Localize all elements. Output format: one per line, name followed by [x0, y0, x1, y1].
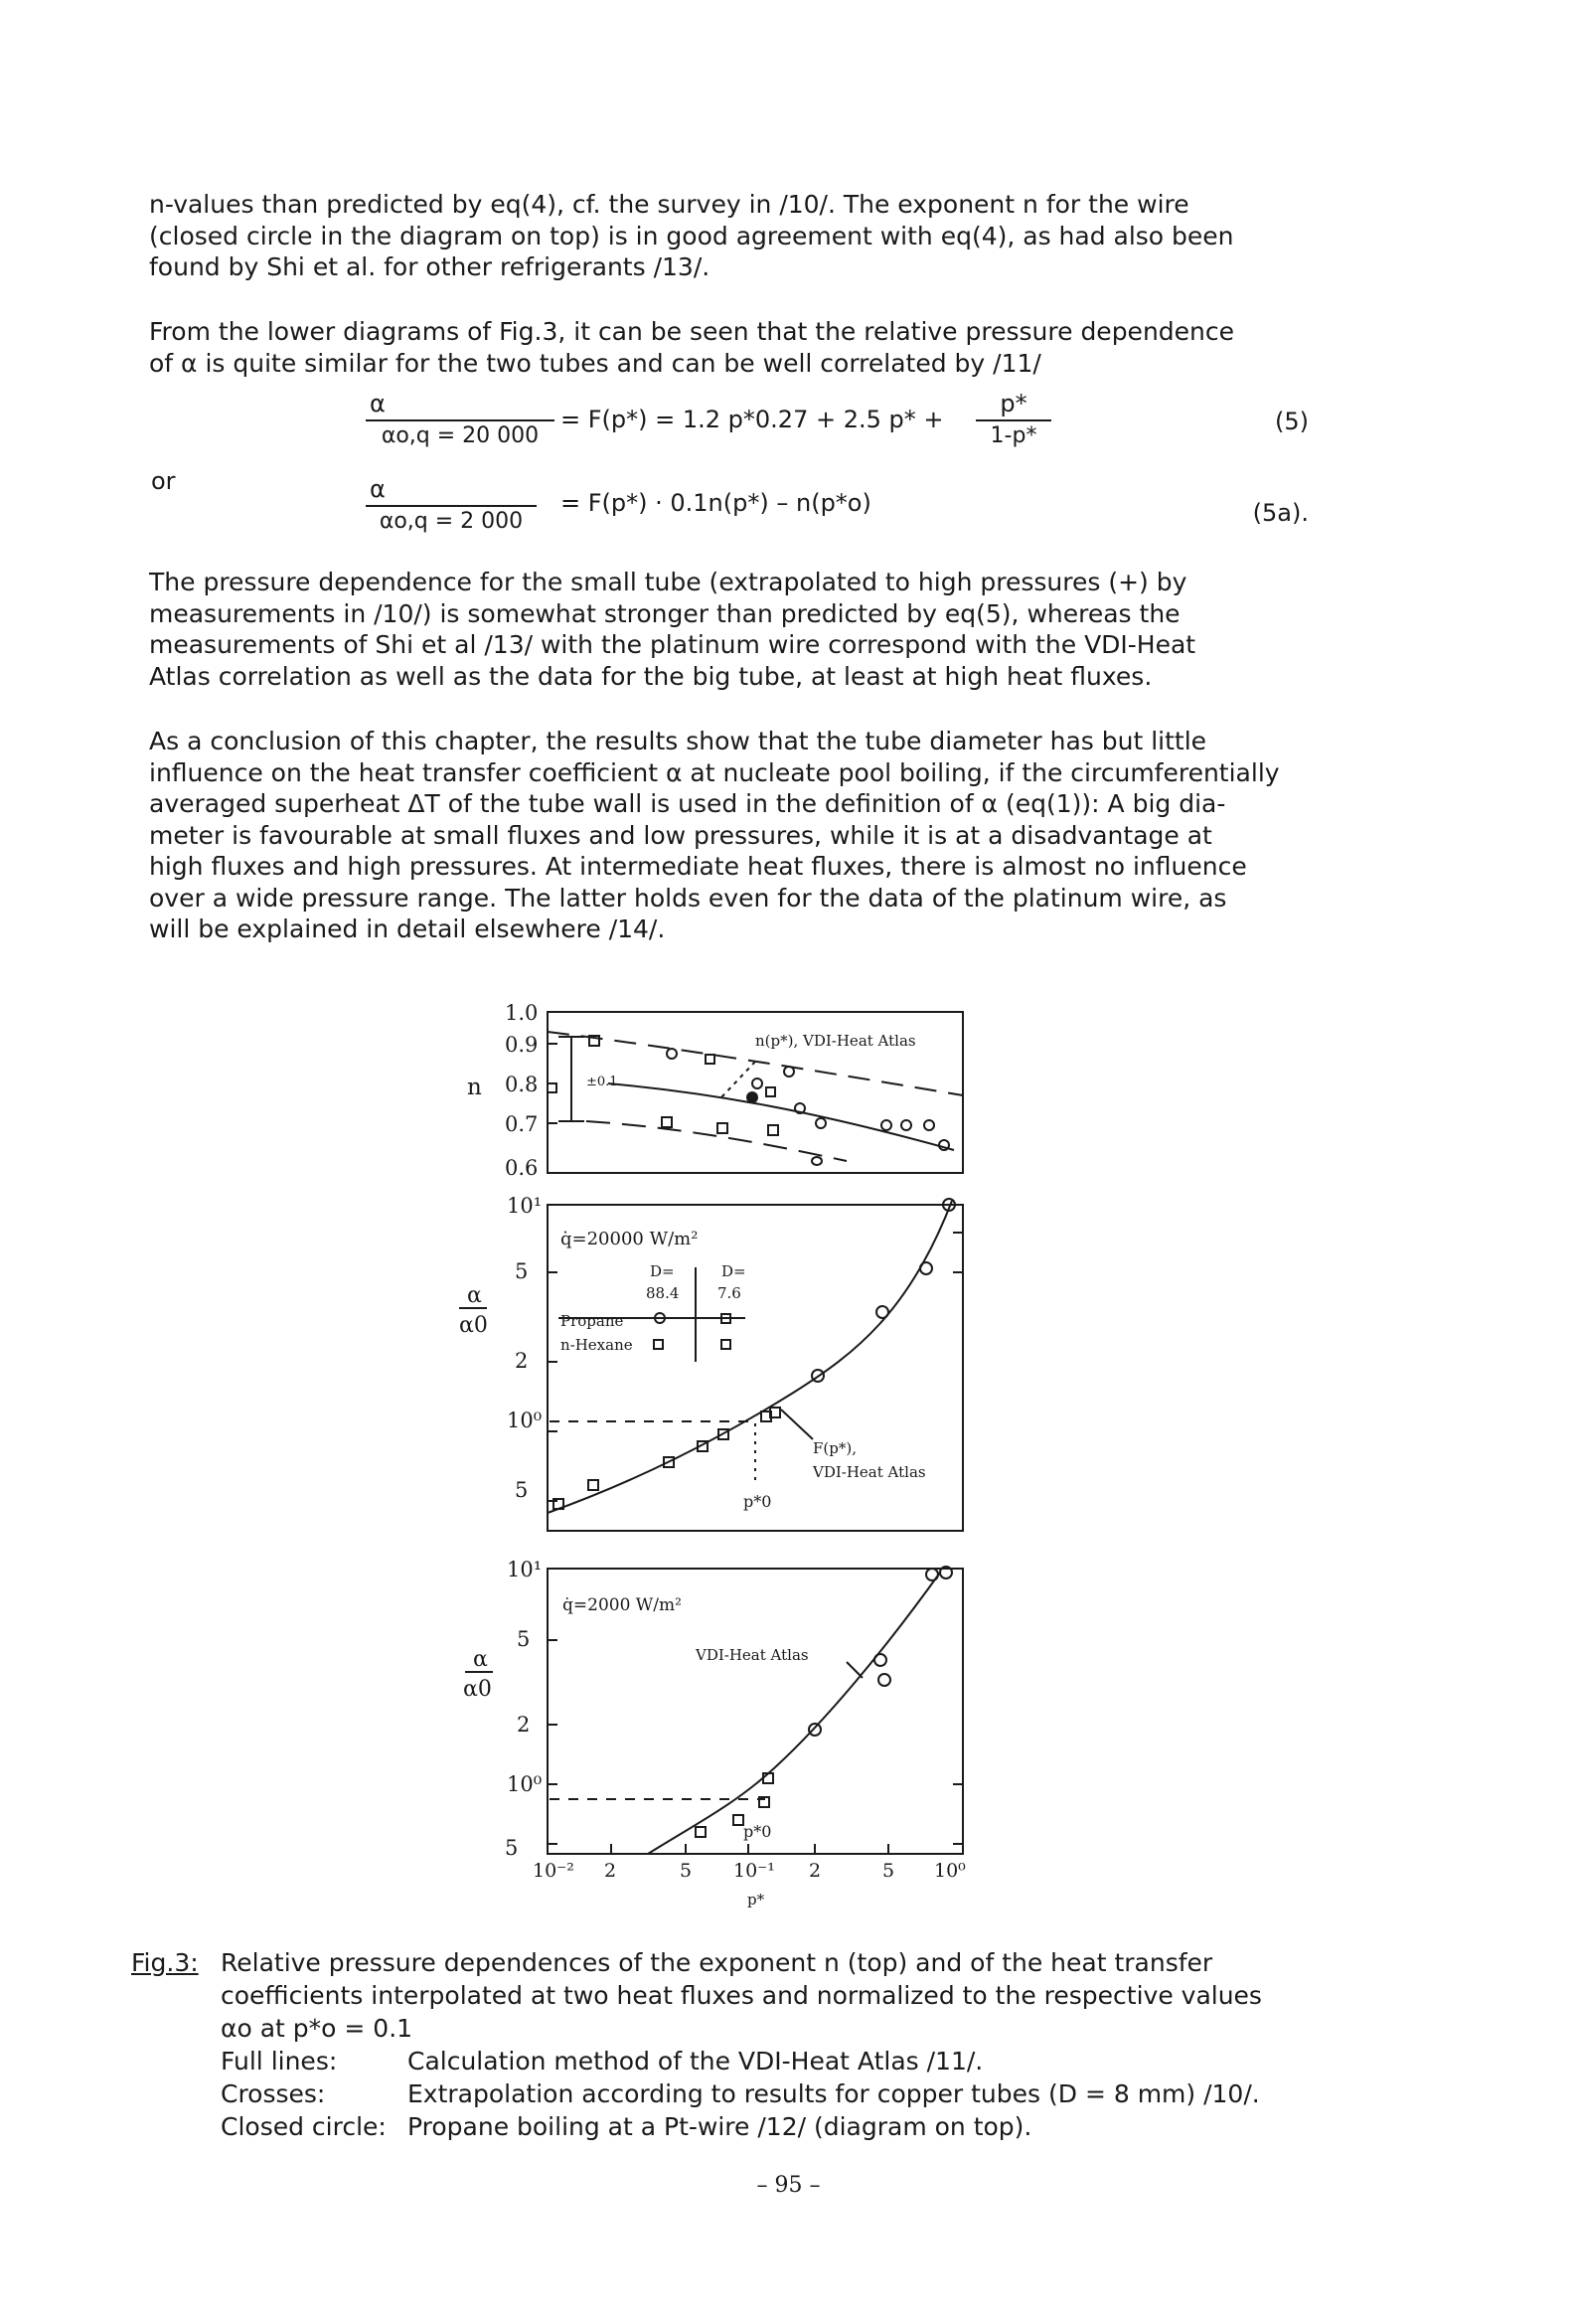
bottom-panel-frame: [548, 1569, 963, 1854]
bottom-p0-label: p*0: [743, 1822, 772, 1841]
top-panel-frame: [548, 1012, 963, 1173]
bottom-panel: [548, 1569, 963, 1854]
eq5-rhs-numerator: p*: [976, 390, 1051, 421]
bottom-ytick: 10⁰: [507, 1772, 543, 1796]
eq5-rhs: = F(p*) = 1.2 p*0.27 + 2.5 p* +: [560, 406, 944, 433]
legend-row-hexane: n-Hexane: [560, 1336, 633, 1354]
text-line: will be explained in detail elsewhere /14/.: [149, 914, 666, 943]
x-tick-label: 10⁻²: [533, 1860, 574, 1882]
caption-row: [131, 2045, 1324, 2077]
eq5a-lhs-denominator: αo,q = 2 000: [379, 509, 524, 534]
bottom-flux-label: q̇=2000 W/m²: [562, 1595, 682, 1615]
legend-header-d1: D=: [650, 1262, 675, 1280]
x-tick-label: 10⁻¹: [733, 1860, 775, 1882]
caption-text: Extrapolation according to results for copper tubes (D = 8 mm) /10/.: [407, 2079, 1260, 2108]
text-line: n-values than predicted by eq(4), cf. the survey in /10/. The exponent n for the wire: [149, 190, 1189, 219]
eq5a-lhs-fraction: [366, 475, 537, 534]
text-line: over a wide pressure range. The latter holds even for the data of the platinum wire, as: [149, 883, 1227, 913]
correlation-paragraph: [149, 316, 1310, 379]
caption-key: Full lines:: [221, 2047, 338, 2075]
x-tick-label: 5: [680, 1860, 693, 1882]
text-line: measurements of Shi et al /13/ with the platinum wire correspond with the VDI-Heat: [149, 630, 1196, 659]
bottom-panel-text: [463, 1558, 966, 1909]
middle-p0-label: p*0: [743, 1492, 772, 1511]
caption-text: Calculation method of the VDI-Heat Atlas /11/.: [407, 2047, 984, 2075]
middle-curve-label-1: F(p*),: [813, 1439, 857, 1457]
eq5a-rhs: = F(p*) · 0.1n(p*) – n(p*o): [560, 489, 871, 517]
text-line: of α is quite similar for the two tubes and can be well correlated by /11/: [149, 348, 1041, 378]
eq5-lhs-numerator: α: [366, 390, 554, 421]
middle-curve-label-2: VDI-Heat Atlas: [813, 1463, 926, 1481]
intro-paragraph: [149, 189, 1310, 283]
caption-text: Propane boiling at a Pt-wire /12/ (diagram on top).: [407, 2112, 1032, 2141]
legend-row-propane: Propane: [560, 1312, 624, 1330]
bottom-ytick: 10¹: [507, 1558, 543, 1581]
x-tick-label: 2: [809, 1860, 822, 1882]
text-line: Atlas correlation as well as the data for the big tube, at least at high heat fluxes.: [149, 661, 1153, 691]
conclusion-paragraph: [149, 726, 1310, 945]
text-line: averaged superheat ΔT of the tube wall is used in the definition of α (eq(1)): A big dia-: [149, 789, 1226, 818]
figure-label: Fig.3:: [131, 1948, 199, 1977]
bottom-ylabel-den: α0: [463, 1677, 492, 1702]
eq5-number: (5): [1275, 408, 1309, 435]
middle-panel: [548, 1201, 963, 1531]
text-line: measurements in /10/) is somewhat stronger than predicted by eq(5), whereas the: [149, 598, 1181, 628]
pressure-paragraph: [149, 567, 1310, 692]
middle-ylabel-den: α0: [459, 1313, 488, 1338]
bottom-curve-label: VDI-Heat Atlas: [696, 1646, 809, 1664]
top-curve-label: n(p*), VDI-Heat Atlas: [755, 1032, 916, 1050]
legend-d2: 7.6: [717, 1284, 741, 1302]
x-tick-label: 5: [882, 1860, 895, 1882]
top-ytick: 0.9: [505, 1033, 539, 1057]
top-panel-text: [467, 1001, 916, 1180]
text-line: meter is favourable at small fluxes and low pressures, while it is at a disadvantage at: [149, 820, 1212, 850]
page-number: – 95 –: [756, 2173, 821, 2198]
caption-key: Crosses:: [221, 2079, 326, 2108]
top-ytick: 0.6: [505, 1156, 539, 1180]
eq5-lhs-fraction: [366, 390, 554, 448]
eq5-lhs-denominator: αo,q = 20 000: [381, 423, 540, 448]
eq5a-or: or: [151, 467, 176, 495]
text-line: From the lower diagrams of Fig.3, it can be seen that the relative pressure dependence: [149, 317, 1235, 346]
bottom-ytick: 5: [505, 1836, 519, 1860]
x-tick-label: 2: [604, 1860, 617, 1882]
bottom-ytick: 2: [517, 1713, 531, 1737]
text-line: As a conclusion of this chapter, the results show that the tube diameter has but little: [149, 727, 1207, 755]
caption-line: coefficients interpolated at two heat fluxes and normalized to the respective values: [221, 1981, 1262, 2010]
x-axis-label: p*: [747, 1891, 765, 1909]
middle-ylabel-num: α: [467, 1283, 482, 1308]
middle-ytick: 10¹: [507, 1194, 543, 1218]
caption-row: [131, 2077, 1324, 2110]
eq5a-number: (5a).: [1252, 499, 1309, 527]
eq5a-lhs-numerator: α: [366, 475, 537, 507]
caption-row: [131, 2110, 1324, 2143]
middle-ytick: 5: [515, 1259, 529, 1283]
top-panel: [548, 1012, 963, 1173]
top-panel-markers: [548, 1036, 949, 1165]
bottom-ylabel-num: α: [473, 1647, 488, 1672]
eq5-rhs-denominator: 1-p*: [990, 423, 1037, 448]
text-line: (closed circle in the diagram on top) is in good agreement with eq(4), as had also been: [149, 221, 1234, 250]
x-tick-label: 10⁰: [934, 1860, 966, 1882]
top-ytick: 1.0: [505, 1001, 539, 1025]
middle-ytick: 5: [515, 1478, 529, 1502]
middle-panel-text: [459, 1194, 926, 1511]
caption-line: αo at p*o = 0.1: [221, 2014, 413, 2043]
legend-header-d2: D=: [721, 1262, 746, 1280]
caption-line: Relative pressure dependences of the exponent n (top) and of the heat transfer: [221, 1948, 1213, 1977]
caption-key: Closed circle:: [221, 2112, 387, 2141]
eq5-rhs-fraction: [976, 390, 1051, 448]
middle-flux-label: q̇=20000 W/m²: [560, 1229, 699, 1249]
text-line: high fluxes and high pressures. At intermediate heat fluxes, there is almost no influence: [149, 852, 1247, 881]
text-line: found by Shi et al. for other refrigerants /13/.: [149, 252, 710, 281]
text-line: influence on the heat transfer coefficient α at nucleate pool boiling, if the circumferentially: [149, 757, 1280, 787]
middle-ytick: 10⁰: [507, 1409, 543, 1432]
top-ytick: 0.7: [505, 1112, 539, 1136]
middle-panel-frame: [548, 1205, 963, 1531]
band-label: ±0.1: [586, 1075, 618, 1089]
text-line: The pressure dependence for the small tube (extrapolated to high pressures (+) by: [149, 568, 1187, 596]
middle-panel-markers: [553, 1199, 955, 1509]
middle-ytick: 2: [515, 1349, 529, 1373]
bottom-ytick: 5: [517, 1627, 531, 1651]
figure-caption: [131, 1946, 1324, 2143]
top-ylabel: n: [467, 1075, 482, 1100]
top-ytick: 0.8: [505, 1073, 539, 1096]
bottom-panel-markers: [696, 1567, 952, 1837]
caption-first-row: [131, 1946, 1324, 1979]
legend-d1: 88.4: [646, 1284, 680, 1302]
